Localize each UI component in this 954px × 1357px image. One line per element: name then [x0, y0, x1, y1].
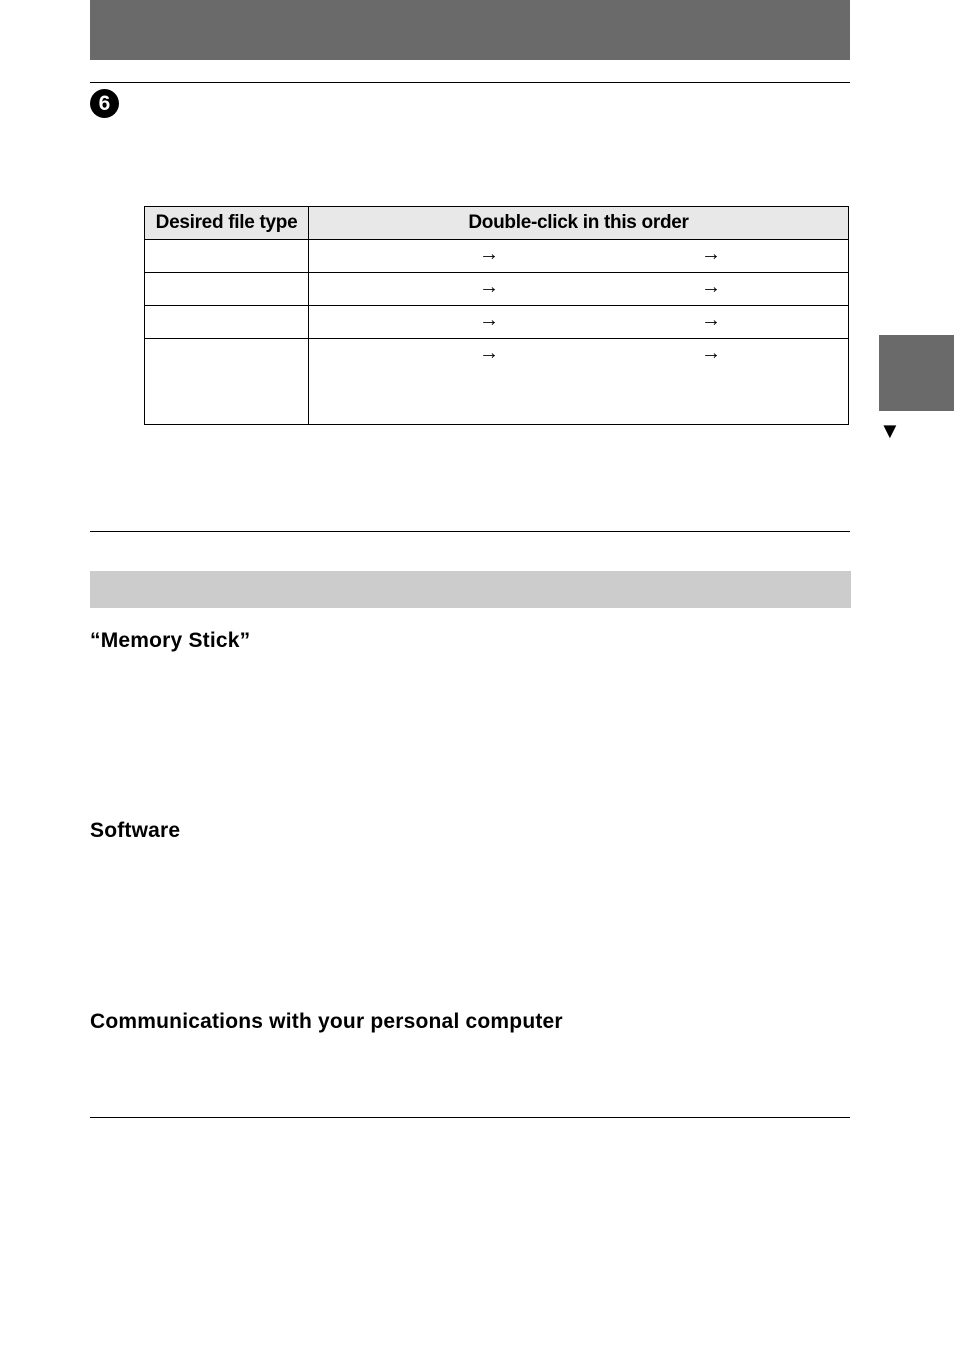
- header-desired-file-type: Desired file type: [145, 207, 309, 240]
- table-header-row: [145, 207, 849, 240]
- heading-communications: Communications with your personal computer: [90, 1010, 563, 1033]
- table-row: [145, 306, 849, 339]
- right-arrow-icon: →: [701, 309, 721, 331]
- file-type-cell: [145, 273, 309, 306]
- order-cell: [309, 273, 849, 306]
- file-type-cell: [145, 240, 309, 273]
- table-row: [145, 339, 849, 425]
- right-arrow-icon: →: [701, 276, 721, 298]
- right-arrow-icon: →: [479, 309, 499, 331]
- step-number-badge: 6: [90, 89, 119, 118]
- right-arrow-icon: →: [479, 342, 499, 364]
- section-divider: [90, 531, 850, 532]
- order-cell: [309, 240, 849, 273]
- order-cell: [309, 306, 849, 339]
- header-divider: [90, 82, 850, 83]
- file-type-cell: [145, 339, 309, 425]
- triangle-down-icon: ▼: [879, 418, 901, 443]
- right-arrow-icon: →: [701, 243, 721, 265]
- order-cell: [309, 339, 849, 425]
- table-row: [145, 240, 849, 273]
- header-bar: [90, 0, 850, 60]
- file-type-cell: [145, 306, 309, 339]
- heading-software: Software: [90, 819, 181, 842]
- header-double-click-order: Double-click in this order: [309, 207, 849, 240]
- table-row: [145, 273, 849, 306]
- right-arrow-icon: →: [479, 276, 499, 298]
- right-arrow-icon: →: [701, 342, 721, 364]
- file-type-table: [144, 206, 849, 425]
- right-arrow-icon: →: [479, 243, 499, 265]
- footer-divider: [90, 1117, 850, 1118]
- heading-memory-stick: “Memory Stick”: [90, 629, 251, 652]
- section-header-band: [90, 571, 851, 608]
- chapter-side-tab: [879, 335, 954, 411]
